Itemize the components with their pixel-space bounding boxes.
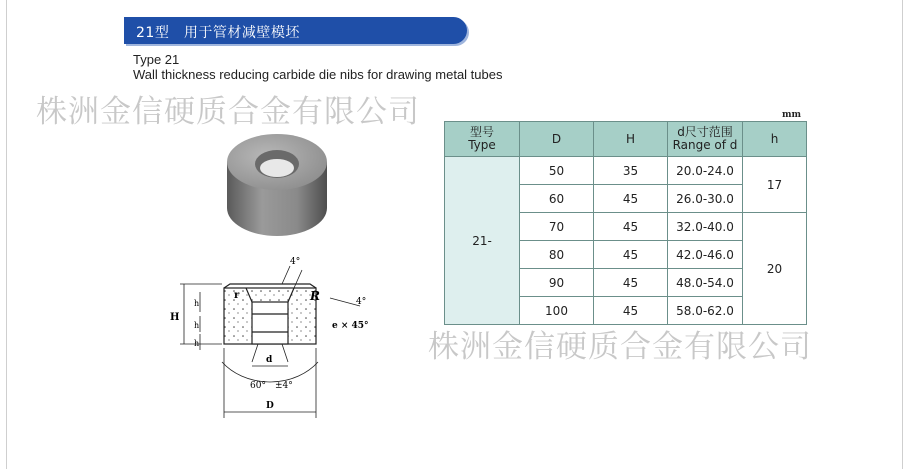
type-label: Type 21 — [133, 52, 180, 67]
cell-D: 100 — [520, 297, 594, 325]
type-cell: 21- — [445, 157, 520, 325]
cell-h: 17 — [743, 157, 807, 213]
chamfer-label: e × 45° — [332, 321, 369, 331]
cell-H: 45 — [594, 241, 668, 269]
h-label: h — [194, 339, 200, 348]
header-D: D — [520, 122, 594, 157]
cell-range: 20.0-24.0 — [668, 157, 743, 185]
cell-H: 45 — [594, 269, 668, 297]
top-angle-label: 4° — [290, 257, 301, 267]
cell-D: 70 — [520, 213, 594, 241]
r-label: r — [234, 290, 240, 301]
cell-range: 26.0-30.0 — [668, 185, 743, 213]
header-range-en: Range of d — [672, 138, 738, 152]
d-label: d — [266, 355, 273, 365]
unit-label: mm — [782, 110, 802, 120]
header-type-cn: 型号 — [469, 125, 494, 139]
table-row — [445, 157, 807, 185]
page-edge-line — [6, 0, 7, 469]
H-label: H — [170, 312, 180, 323]
cell-h: 20 — [743, 213, 807, 325]
header-type — [445, 122, 520, 157]
cell-H: 45 — [594, 213, 668, 241]
header-range — [668, 122, 743, 157]
D-label: D — [266, 401, 274, 411]
section-header — [124, 17, 467, 44]
cross-section-drawing — [160, 252, 380, 420]
cell-range: 58.0-62.0 — [668, 297, 743, 325]
cell-range: 32.0-40.0 — [668, 213, 743, 241]
header-range-cn: d尺寸范围 — [677, 125, 733, 139]
spec-table — [444, 121, 807, 325]
R-label: R — [310, 289, 320, 303]
page-edge-line — [902, 0, 903, 469]
header-H: H — [594, 122, 668, 157]
cell-D: 60 — [520, 185, 594, 213]
section-title: 21型 用于管材减壁模坯 — [136, 25, 300, 41]
cell-range: 42.0-46.0 — [668, 241, 743, 269]
cell-H: 45 — [594, 297, 668, 325]
die-nib-photo — [225, 128, 329, 240]
cone-angle-label: 60° ±4° — [250, 381, 293, 391]
h-label: h — [194, 299, 200, 308]
cell-D: 90 — [520, 269, 594, 297]
header-h: h — [743, 122, 807, 157]
watermark: 株洲金信硬质合金有限公司 — [36, 94, 420, 130]
cell-H: 35 — [594, 157, 668, 185]
product-description: Wall thickness reducing carbide die nibs for drawing metal tubes — [133, 67, 503, 82]
cell-range: 48.0-54.0 — [668, 269, 743, 297]
cell-D: 80 — [520, 241, 594, 269]
cell-H: 45 — [594, 185, 668, 213]
watermark: 株洲金信硬质合金有限公司 — [428, 329, 812, 365]
side-angle-label: 4° — [356, 297, 367, 307]
header-type-en: Type — [468, 138, 496, 152]
table-header-row — [445, 122, 807, 157]
cell-D: 50 — [520, 157, 594, 185]
h-label: h — [194, 321, 200, 330]
